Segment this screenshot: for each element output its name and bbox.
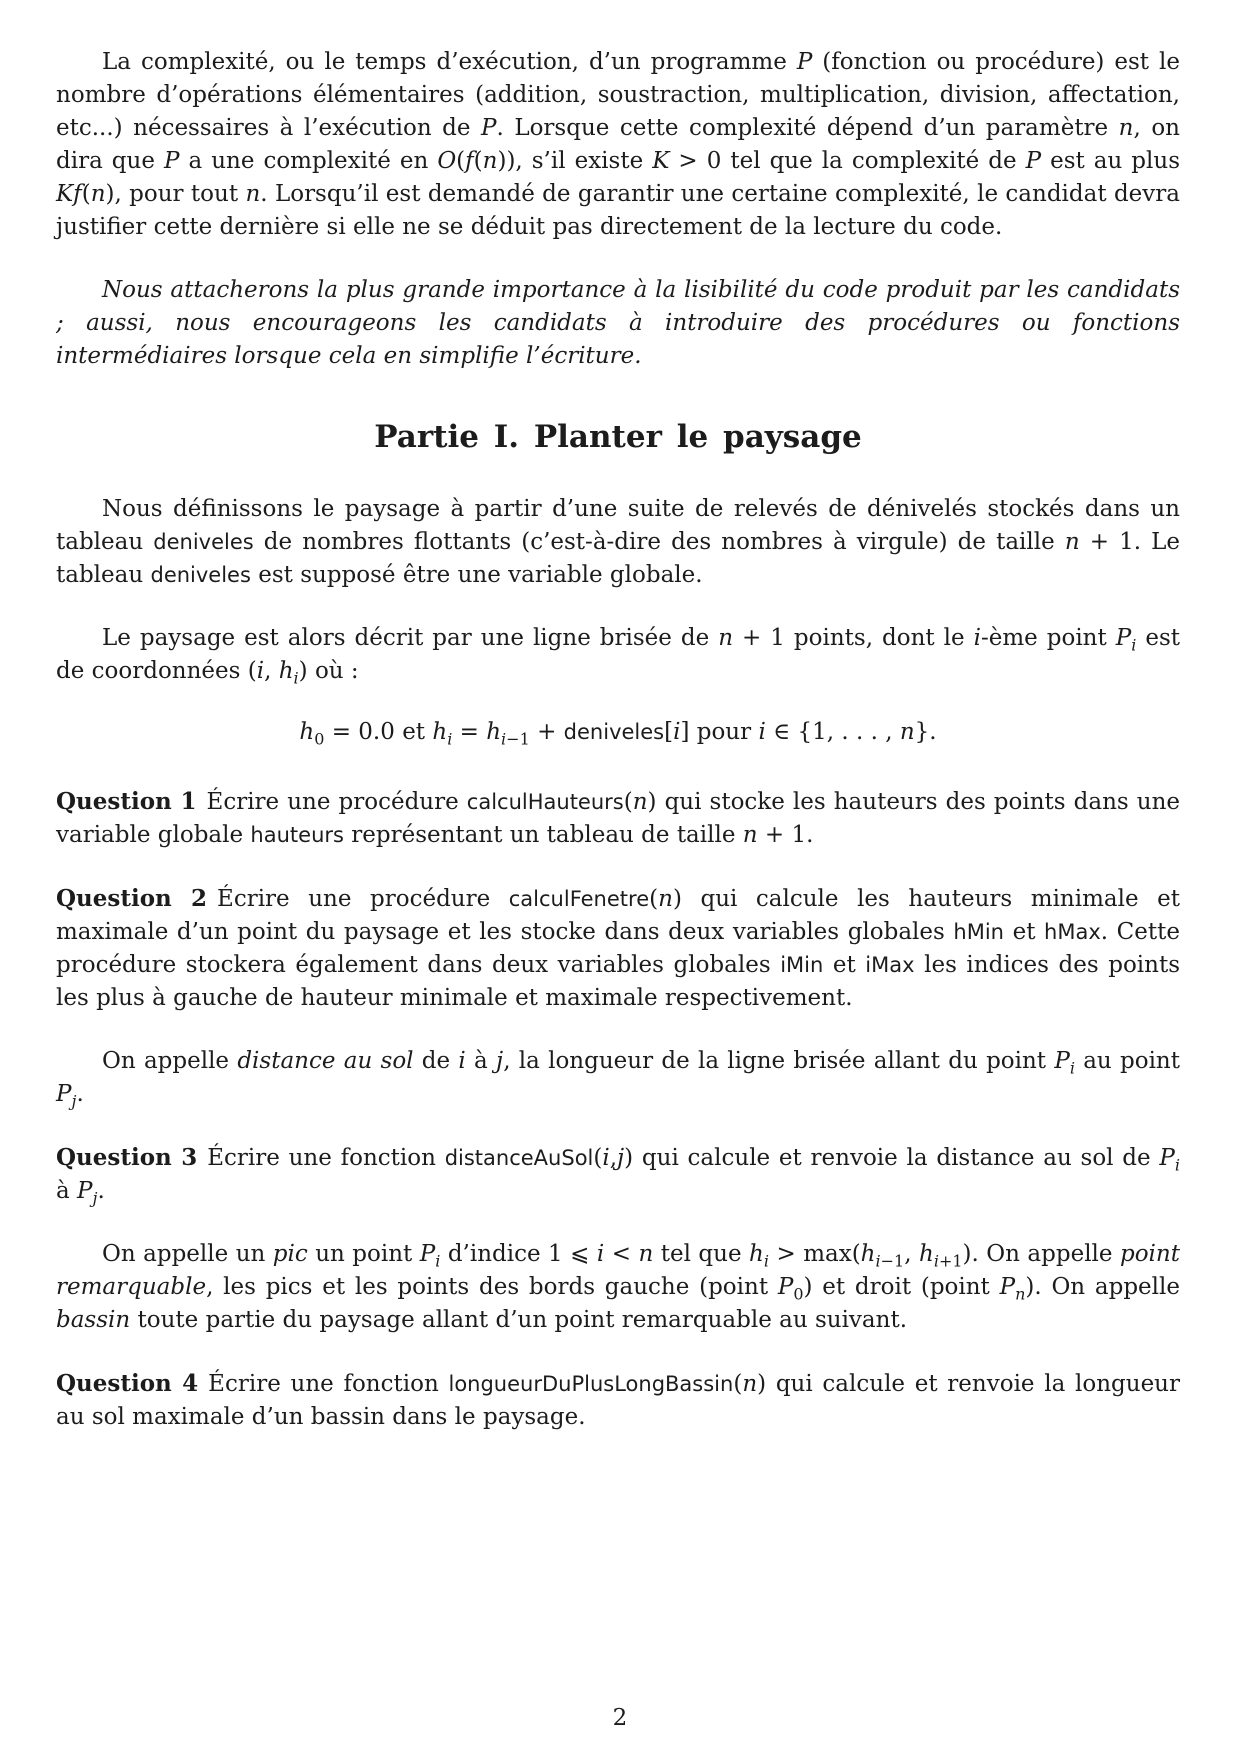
question-1-text: Écrire une procédure calculHauteurs(n) qui stocke les hauteurs des points dans une variable globale hauteurs représentant un tableau de taille n + 1.	[56, 789, 1180, 848]
question-3-text: Écrire une fonction distanceAuSol(i,j) qui calcule et renvoie la distance au sol de $P_i$ à $P_j$.	[56, 1145, 1181, 1208]
question-4	[56, 1367, 1180, 1434]
polyline-paragraph: Le paysage est alors décrit par une ligne brisée de n + 1 points, dont le i-ème point $P_i$ est de coordonnées (i, $h_i$) où :	[56, 625, 1180, 688]
question-3-label: Question 3	[56, 1144, 198, 1171]
question-4-label: Question 4	[56, 1370, 199, 1397]
question-1-label: Question 1	[56, 788, 197, 815]
landscape-definition-paragraph: Nous définissons le paysage à partir d’une suite de relevés de dénivelés stockés dans un tableau deniveles de nombres flottants (c’est-à-dire des nombres à virgule) de taille n + 1. Le tableau deniveles est supposé être une variable globale.	[56, 496, 1180, 588]
question-2-label: Question 2	[56, 885, 208, 912]
part-title: Partie I. Planter le paysage	[374, 419, 862, 455]
peak-definition: On appelle un pic un point $P_i$ d’indice 1 ⩽ i < n tel que $h_i > \max(h_{i-1}$, $h_{i+1}$). On appelle point remarquable, les pics et les points des bords gauche (point $P_0$) et droit (point $P_n$). On appelle bassin toute partie du paysage allant d’un point remarquable au suivant.	[56, 1241, 1180, 1333]
readability-note: Nous attacherons la plus grande importance à la lisibilité du code produit par les candidats ; aussi, nous encourageons les candidats à introduire des procédures ou fonctions intermédiaires lorsque cela en simplifie l’écriture.	[56, 277, 1180, 369]
page-content	[56, 46, 1180, 1434]
question-4-text: Écrire une fonction longueurDuPlusLongBassin(n) qui calcule et renvoie la longueur au sol maximale d’un bassin dans le paysage.	[56, 1371, 1180, 1430]
complexity-paragraph: La complexité, ou le temps d’exécution, d’un programme P (fonction ou procédure) est le nombre d’opérations élémentaires (addition, soustraction, multiplication, division, affectation, etc...) nécessaires à l’exécution de P. Lorsque cette complexité dépend d’un paramètre n, on dira que P a une complexité en O(f(n)), s’il existe K > 0 tel que la complexité de P est au plus Kf(n), pour tout n. Lorsqu’il est demandé de garantir une certaine complexité, le candidat devra justifier cette dernière si elle ne se déduit pas directement de la lecture du code.	[56, 49, 1181, 240]
question-2-text: Écrire une procédure calculFenetre(n) qui calcule les hauteurs minimale et maximale d’un point du paysage et les stocke dans deux variables globales hMin et hMax. Cette procédure stockera également dans deux variables globales iMin et iMax les indices des points les plus à gauche de hauteur minimale et maximale respectivement.	[56, 886, 1181, 1011]
height-formula: $h_0 = 0.0$ et $h_i = h_{i-1}$ + deniveles[i] pour i ∈ {1, . . . , n}.	[299, 719, 937, 749]
question-3	[56, 1141, 1180, 1208]
ground-distance-definition: On appelle distance au sol de i à j, la longueur de la ligne brisée allant du point $P_i$ au point $P_j$.	[56, 1048, 1180, 1111]
question-1	[56, 785, 1180, 852]
page-number: 2	[612, 1705, 628, 1731]
question-2	[56, 882, 1180, 1015]
